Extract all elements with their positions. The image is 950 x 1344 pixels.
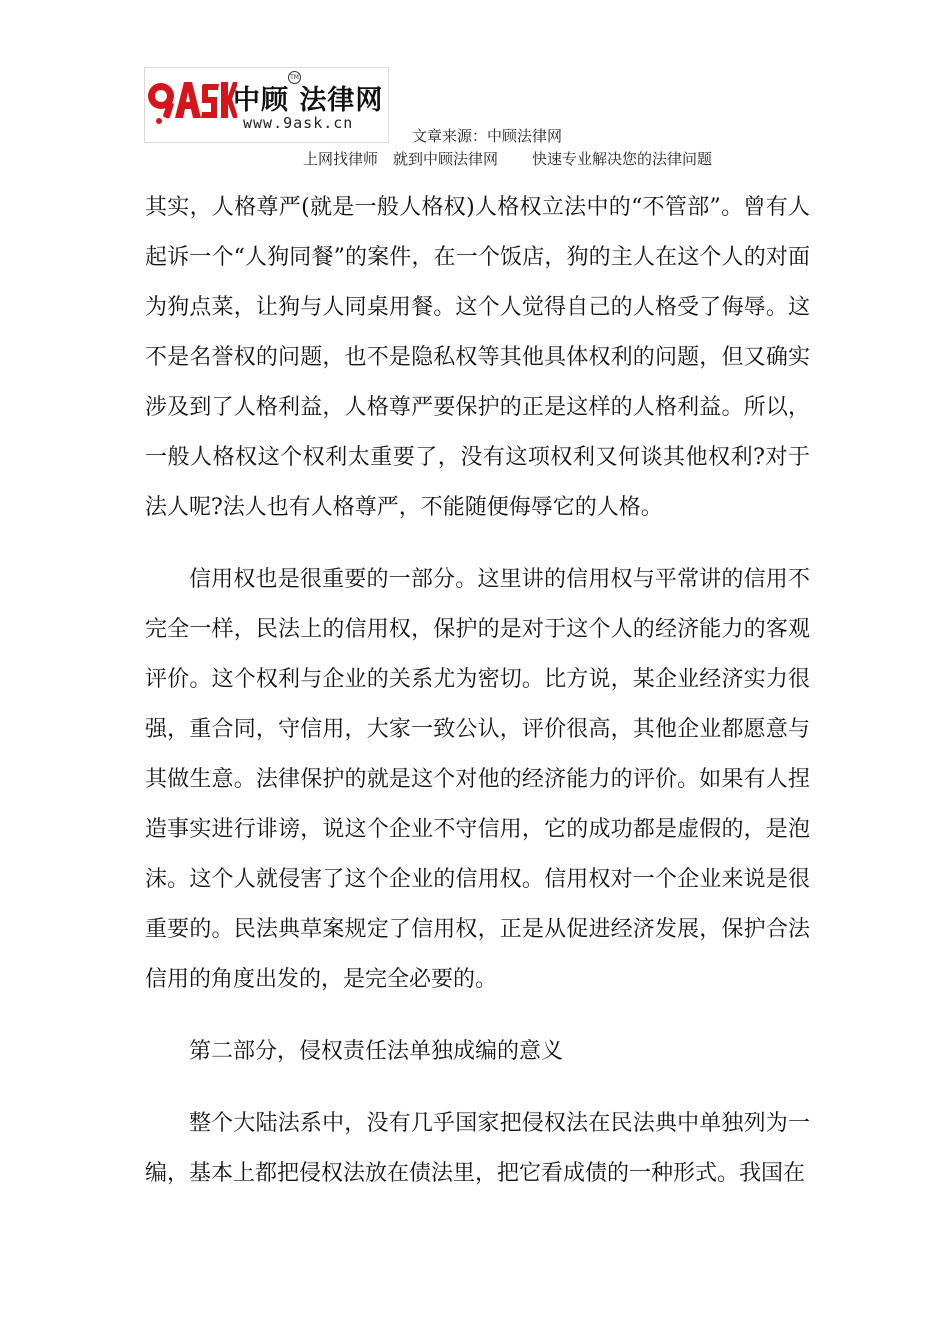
trademark-icon: TM <box>288 71 301 84</box>
section-heading: 第二部分，侵权责任法单独成编的意义 <box>189 1039 564 1064</box>
logo-brand-name: 中顾 法律网 <box>233 85 384 116</box>
article-body <box>145 183 810 1199</box>
logo-url: www.9ask.cn <box>243 114 354 132</box>
slogan-left: 上网找律师 就到中顾法律网 <box>303 150 499 168</box>
paragraph-tort-law: 整个大陆法系中，没有几乎国家把侵权法在民法典中单独列为一编，基本上都把侵权法放在债法里，把它看成债的一种形式。我国在 <box>145 1111 810 1186</box>
9ask-logo-mark <box>145 68 237 142</box>
site-logo <box>144 67 389 143</box>
slogan-right: 快速专业解决您的法律问题 <box>532 150 713 168</box>
site-slogan <box>303 148 712 169</box>
paragraph-credit-right: 信用权也是很重要的一部分。这里讲的信用权与平常讲的信用不完全一样，民法上的信用权，保护的是对于这个人的经济能力的客观评价。这个权利与企业的关系尤为密切。比方说，某企业经济实力很强，重合同，守信用，大家一致公认，评价很高，其他企业都愿意与其做生意。法律保护的就是这个对他的经济能力的评价。如果有人捏造事实进行诽谤，说这个企业不守信用，它的成功都是虚假的，是泡沫。这个人就侵害了这个企业的信用权。信用权对一个企业来说是很重要的。民法典草案规定了信用权，正是从促进经济发展，保护合法信用的角度出发的，是完全必要的。 <box>145 567 810 992</box>
paragraph-personal-dignity: 其实，人格尊严(就是一般人格权)人格权立法中的“不管部”。曾有人起诉一个“人狗同餐”的案件，在一个饭店，狗的主人在这个人的对面为狗点菜，让狗与人同桌用餐。这个人觉得自己的人格受了侮辱。这不是名誉权的问题，也不是隐私权等其他具体权利的问题，但又确实涉及到了人格利益，人格尊严要保护的正是这样的人格利益。所以，一般人格权这个权利太重要了，没有这项权利又何谈其他权利?对于法人呢?法人也有人格尊严，不能随便侮辱它的人格。 <box>145 195 810 520</box>
article-source: 文章来源：中顾法律网 <box>412 127 563 145</box>
